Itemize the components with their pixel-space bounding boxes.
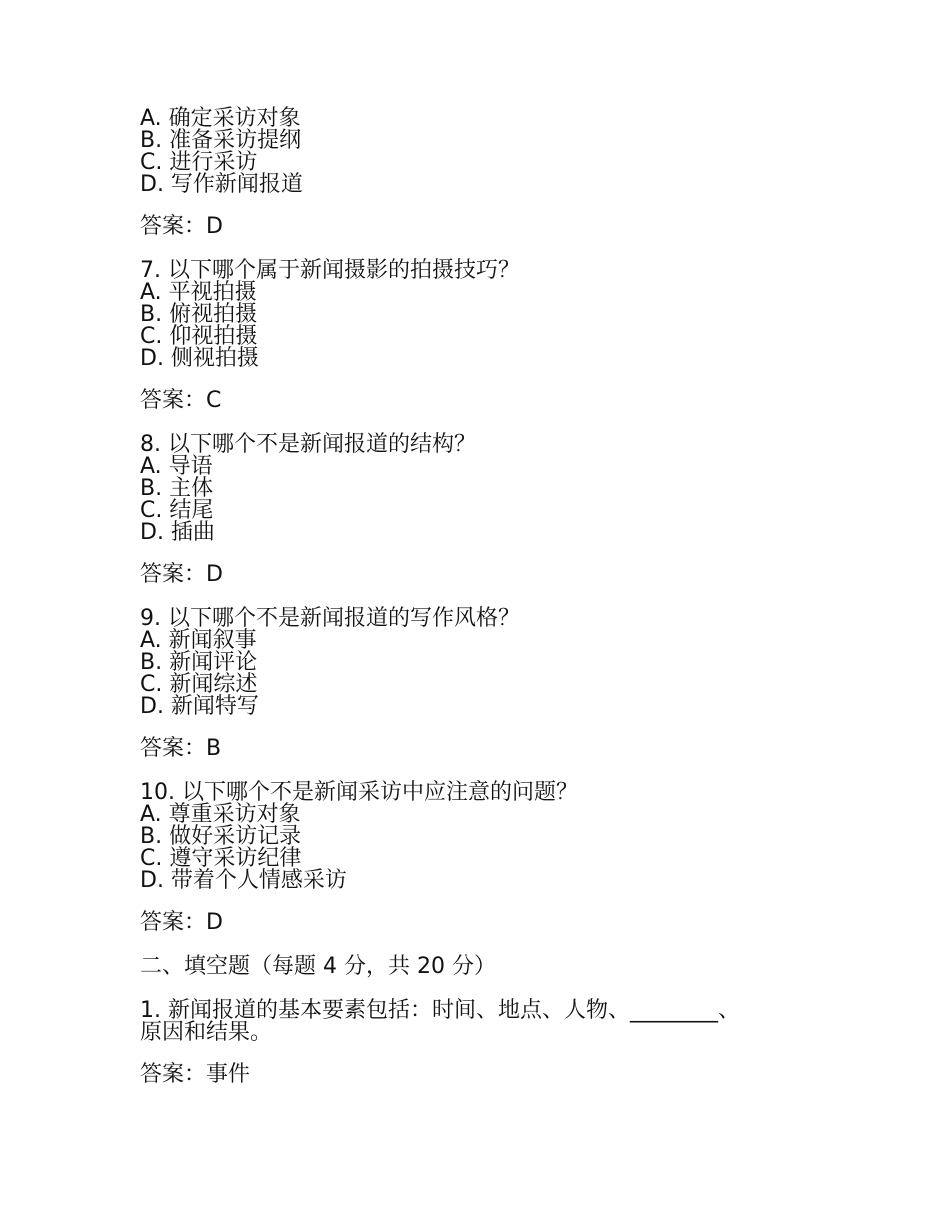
q9-option-a: A. 新闻叙事 — [140, 628, 257, 653]
fill1-answer: 答案：事件 — [140, 1062, 251, 1087]
q8-option-c: C. 结尾 — [140, 498, 214, 523]
q10-option-a: A. 尊重采访对象 — [140, 802, 301, 827]
q8-option-a: A. 导语 — [140, 454, 213, 479]
q6-option-b: B. 准备采访提纲 — [140, 128, 302, 153]
q9-question: 9. 以下哪个不是新闻报道的写作风格？ — [140, 606, 520, 631]
q6-option-d: D. 写作新闻报道 — [140, 172, 303, 197]
q9-answer: 答案：B — [140, 736, 222, 761]
q9-option-c: C. 新闻综述 — [140, 672, 258, 697]
q6-answer: 答案：D — [140, 214, 223, 239]
question-9-block — [140, 608, 820, 760]
q10-question: 10. 以下哪个不是新闻采访中应注意的问题？ — [140, 780, 578, 805]
fill1-line1: 1. 新闻报道的基本要素包括：时间、地点、人物、________、 — [140, 998, 740, 1023]
question-8-block — [140, 434, 820, 586]
q7-option-b: B. 俯视拍摄 — [140, 302, 258, 327]
q10-option-d: D. 带着个人情感采访 — [140, 868, 347, 893]
document-content — [140, 108, 820, 1108]
q6-option-c: C. 进行采访 — [140, 150, 258, 175]
q7-answer: 答案：C — [140, 388, 222, 413]
q7-question: 7. 以下哪个属于新闻摄影的拍摄技巧？ — [140, 258, 520, 283]
q10-option-c: C. 遵守采访纪律 — [140, 846, 302, 871]
q8-option-b: B. 主体 — [140, 476, 214, 501]
q8-answer: 答案：D — [140, 562, 223, 587]
question-6-block — [140, 108, 820, 238]
q10-option-b: B. 做好采访记录 — [140, 824, 302, 849]
q8-question: 8. 以下哪个不是新闻报道的结构？ — [140, 432, 476, 457]
question-10-block — [140, 782, 820, 934]
fill-question-1-block — [140, 1000, 820, 1086]
question-7-block — [140, 260, 820, 412]
fill1-line2: 原因和结果。 — [140, 1020, 273, 1045]
q10-answer: 答案：D — [140, 910, 223, 935]
q9-option-d: D. 新闻特写 — [140, 694, 259, 719]
section-2-title: 二、填空题（每题 4 分，共 20 分） — [140, 954, 496, 979]
q7-option-a: A. 平视拍摄 — [140, 280, 257, 305]
q8-option-d: D. 插曲 — [140, 520, 215, 545]
q7-option-c: C. 仰视拍摄 — [140, 324, 258, 349]
q7-option-d: D. 侧视拍摄 — [140, 346, 259, 371]
q9-option-b: B. 新闻评论 — [140, 650, 258, 675]
q6-option-a: A. 确定采访对象 — [140, 106, 301, 131]
